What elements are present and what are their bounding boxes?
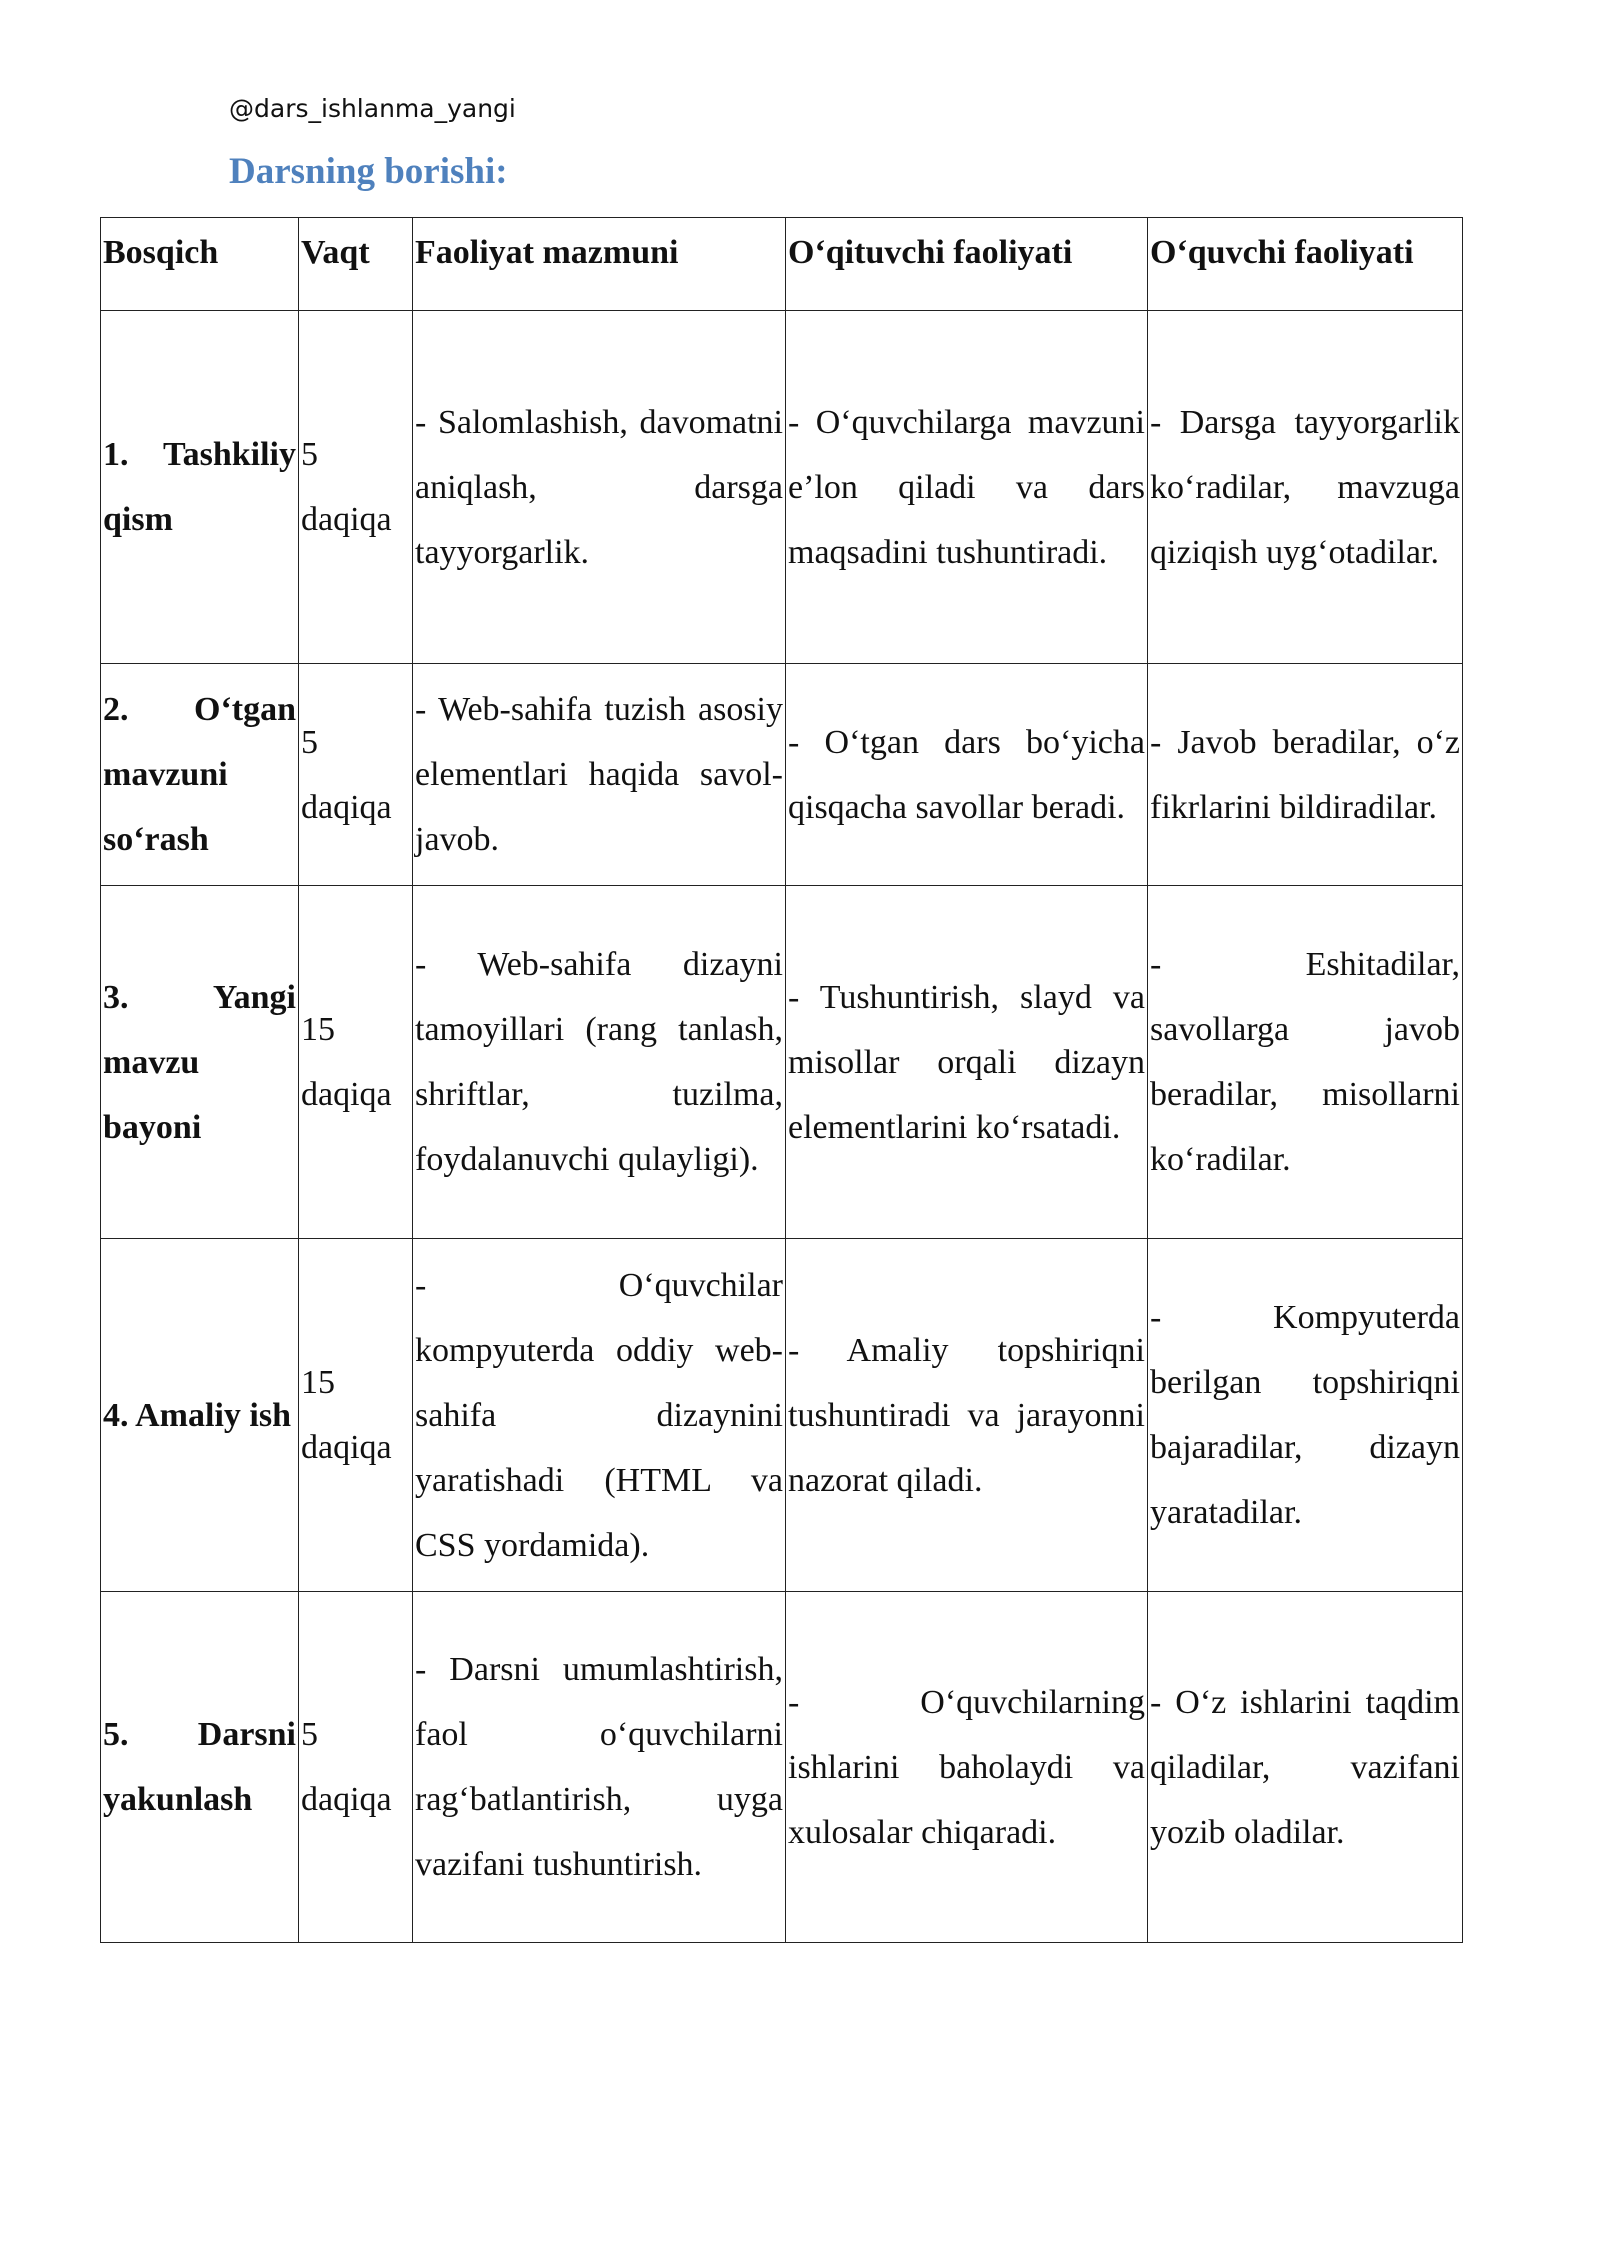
content-cell: - O‘quvchilar kompyuterda oddiy web-sahifa dizaynini yaratishadi (HTML va CSS yordamida).	[413, 1239, 786, 1592]
time-cell: 5 daqiqa	[299, 1592, 413, 1943]
time-cell: 5 daqiqa	[299, 664, 413, 886]
content-cell: - Web-sahifa tuzish asosiy elementlari haqida savol-javob.	[413, 664, 786, 886]
column-header-student: O‘quvchi faoliyati	[1148, 218, 1463, 311]
lesson-plan-table	[100, 217, 1463, 1943]
student-cell: - Eshitadilar, savollarga javob beradilar, misollarni ko‘radilar.	[1148, 886, 1463, 1239]
student-cell: - Darsga tayyorgarlik ko‘radilar, mavzuga qiziqish uyg‘otadilar.	[1148, 311, 1463, 664]
student-cell: - Kompyuterda berilgan topshiriqni bajaradilar, dizayn yaratadilar.	[1148, 1239, 1463, 1592]
table-row	[101, 886, 1463, 1239]
stage-cell: 5. Darsni yakunlash	[101, 1592, 299, 1943]
student-cell: - O‘z ishlarini taqdim qiladilar, vazifani yozib oladilar.	[1148, 1592, 1463, 1943]
table-header-row	[101, 218, 1463, 311]
content-cell: - Salomlashish, davomatni aniqlash, darsga tayyorgarlik.	[413, 311, 786, 664]
stage-cell: 3. Yangi mavzu bayoni	[101, 886, 299, 1239]
time-cell: 15 daqiqa	[299, 1239, 413, 1592]
table-row	[101, 664, 1463, 886]
stage-cell: 2. O‘tgan mavzuni so‘rash	[101, 664, 299, 886]
table-row	[101, 1239, 1463, 1592]
teacher-cell: - Amaliy topshiriqni tushuntiradi va jarayonni nazorat qiladi.	[786, 1239, 1148, 1592]
teacher-cell: - Tushuntirish, slayd va misollar orqali dizayn elementlarini ko‘rsatadi.	[786, 886, 1148, 1239]
stage-cell: 1. Tashkiliy qism	[101, 311, 299, 664]
time-cell: 5 daqiqa	[299, 311, 413, 664]
teacher-cell: - O‘quvchilarning ishlarini baholaydi va xulosalar chiqaradi.	[786, 1592, 1148, 1943]
table-row	[101, 311, 1463, 664]
column-header-teacher: O‘qituvchi faoliyati	[786, 218, 1148, 311]
stage-cell: 4. Amaliy ish	[101, 1239, 299, 1592]
column-header-stage: Bosqich	[101, 218, 299, 311]
student-cell: - Javob beradilar, o‘z fikrlarini bildiradilar.	[1148, 664, 1463, 886]
section-title: Darsning borishi:	[229, 151, 508, 192]
teacher-cell: - O‘quvchilarga mavzuni e’lon qiladi va dars maqsadini tushuntiradi.	[786, 311, 1148, 664]
column-header-content: Faoliyat mazmuni	[413, 218, 786, 311]
teacher-cell: - O‘tgan dars bo‘yicha qisqacha savollar beradi.	[786, 664, 1148, 886]
column-header-time: Vaqt	[299, 218, 413, 311]
content-cell: - Darsni umumlashtirish, faol o‘quvchilarni rag‘batlantirish, uyga vazifani tushuntirish.	[413, 1592, 786, 1943]
table-row	[101, 1592, 1463, 1943]
time-cell: 15 daqiqa	[299, 886, 413, 1239]
content-cell: - Web-sahifa dizayni tamoyillari (rang tanlash, shriftlar, tuzilma, foydalanuvchi qulayligi).	[413, 886, 786, 1239]
channel-tag: @dars_ishlanma_yangi	[229, 94, 516, 123]
